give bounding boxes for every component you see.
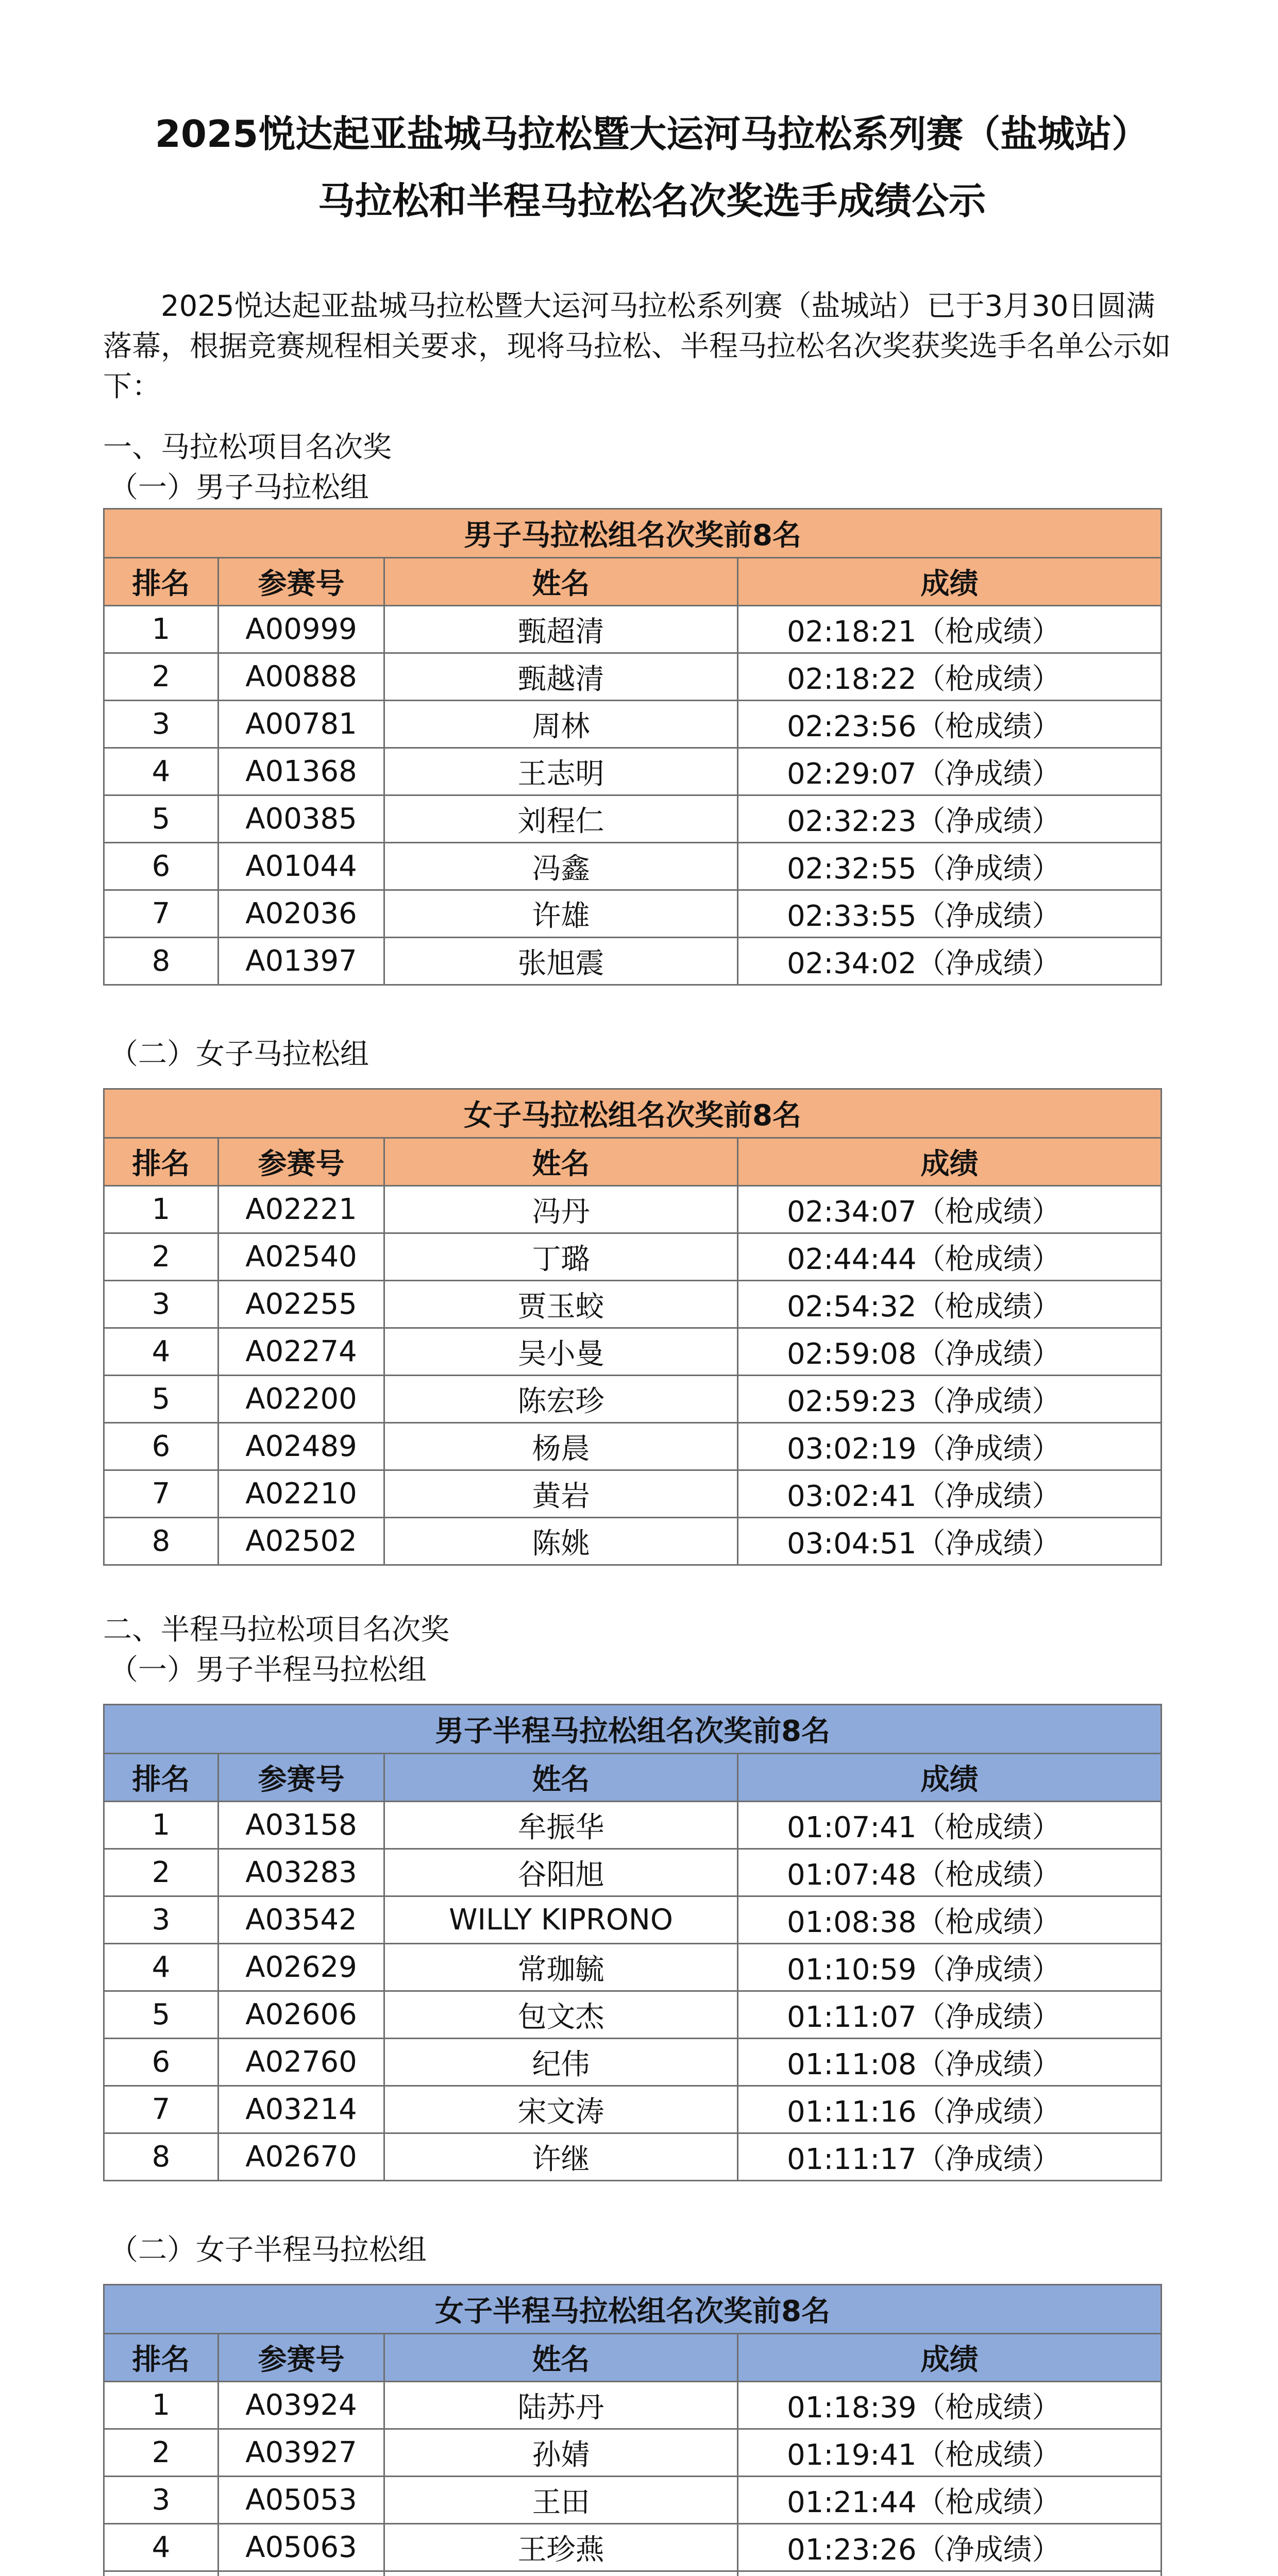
cell-rank: 6 <box>104 2039 218 2086</box>
cell-name: 贾玉蛟 <box>384 1281 738 1328</box>
header-name: 姓名 <box>384 2334 738 2382</box>
cell-bib: A03542 <box>218 1896 384 1944</box>
cell-bib: A02540 <box>218 1233 384 1281</box>
cell-rank: 7 <box>104 1470 218 1518</box>
cell-name: 陆苏丹 <box>384 2382 738 2429</box>
cell-result: 02:59:08（净成绩） <box>738 1328 1162 1376</box>
cell-bib: A02221 <box>218 1186 384 1233</box>
cell-bib: A05053 <box>218 2477 384 2524</box>
cell-result: 02:54:32（枪成绩） <box>738 1281 1162 1328</box>
cell-name: WILLY KIPRONO <box>384 1896 738 1944</box>
cell-rank: 8 <box>104 938 218 985</box>
table-row <box>104 2039 1162 2086</box>
section-half-marathon-title: 二、半程马拉松项目名次奖 <box>103 1613 449 1647</box>
cell-rank: 5 <box>104 1376 218 1423</box>
cell-result: 03:04:51（净成绩） <box>738 1518 1162 1565</box>
cell-result: 02:34:07（枪成绩） <box>738 1186 1162 1233</box>
header-bib: 参赛号 <box>218 1754 384 1802</box>
cell-name: 牟振华 <box>384 1802 738 1849</box>
table-subtitle: （一）男子半程马拉松组 <box>109 1653 427 1687</box>
table-caption: 女子马拉松组名次奖前8名 <box>104 1089 1162 1138</box>
table-row <box>104 795 1162 843</box>
table-subtitle: （二）女子马拉松组 <box>109 1038 369 1072</box>
cell-bib: A02274 <box>218 1328 384 1376</box>
cell-name: 丁璐 <box>384 1233 738 1281</box>
cell-bib: A03214 <box>218 2086 384 2133</box>
table-row <box>104 653 1162 701</box>
header-rank: 排名 <box>104 2334 218 2382</box>
cell-result: 02:32:23（净成绩） <box>738 795 1162 843</box>
cell-bib: A03283 <box>218 1849 384 1896</box>
table-row <box>104 1944 1162 1991</box>
table-row <box>104 1423 1162 1470</box>
header-rank: 排名 <box>104 558 218 606</box>
cell-name <box>384 2571 738 2576</box>
cell-name: 宋文涛 <box>384 2086 738 2133</box>
cell-rank <box>104 2571 218 2576</box>
table-slot-men-marathon <box>103 508 1201 986</box>
table-slot-women-marathon <box>103 1088 1201 1566</box>
header-name: 姓名 <box>384 1138 738 1186</box>
cell-name: 甄超清 <box>384 606 738 653</box>
results-table <box>103 2284 1162 2576</box>
cell-rank: 3 <box>104 2477 218 2524</box>
cell-name: 谷阳旭 <box>384 1849 738 1896</box>
table-row <box>104 1376 1162 1423</box>
cell-name: 孙婧 <box>384 2429 738 2477</box>
cell-rank: 4 <box>104 748 218 795</box>
table-row <box>104 2477 1162 2524</box>
cell-rank: 2 <box>104 1849 218 1896</box>
table-slot-men-half-marathon <box>103 1704 1201 2181</box>
cell-bib <box>218 2571 384 2576</box>
cell-rank: 2 <box>104 1233 218 1281</box>
cell-name: 刘程仁 <box>384 795 738 843</box>
cell-name: 常珈毓 <box>384 1944 738 1991</box>
header-bib: 参赛号 <box>218 1138 384 1186</box>
cell-result: 02:32:55（净成绩） <box>738 843 1162 890</box>
cell-bib: A03924 <box>218 2382 384 2429</box>
cell-rank: 4 <box>104 2524 218 2571</box>
section-marathon-title: 一、马拉松项目名次奖 <box>103 431 392 465</box>
cell-result: 02:18:22（枪成绩） <box>738 653 1162 701</box>
table-row <box>104 1328 1162 1376</box>
cell-result: 02:33:55（净成绩） <box>738 890 1162 938</box>
cell-bib: A00999 <box>218 606 384 653</box>
header-result: 成绩 <box>738 1138 1162 1186</box>
cell-bib: A02502 <box>218 1518 384 1565</box>
header-name: 姓名 <box>384 1754 738 1802</box>
cell-rank: 2 <box>104 2429 218 2477</box>
cell-rank: 7 <box>104 2086 218 2133</box>
cell-name: 陈宏珍 <box>384 1376 738 1423</box>
cell-rank: 8 <box>104 1518 218 1565</box>
cell-bib: A02606 <box>218 1991 384 2039</box>
table-row <box>104 1233 1162 1281</box>
cell-rank: 4 <box>104 1944 218 1991</box>
page-title-line2: 马拉松和半程马拉松名次奖选手成绩公示 <box>317 179 986 223</box>
cell-result: 02:18:21（枪成绩） <box>738 606 1162 653</box>
table-row <box>104 606 1162 653</box>
cell-bib: A05063 <box>218 2524 384 2571</box>
cell-result: 01:11:08（净成绩） <box>738 2039 1162 2086</box>
header-name: 姓名 <box>384 558 738 606</box>
cell-result: 01:07:41（枪成绩） <box>738 1802 1162 1849</box>
table-row <box>104 843 1162 890</box>
cell-result: 01:08:38（枪成绩） <box>738 1896 1162 1944</box>
cell-bib: A02210 <box>218 1470 384 1518</box>
table-slot-women-half-marathon <box>103 2284 1201 2576</box>
cell-result: 03:02:19（净成绩） <box>738 1423 1162 1470</box>
cell-bib: A02489 <box>218 1423 384 1470</box>
cell-result: 02:44:44（枪成绩） <box>738 1233 1162 1281</box>
table-row <box>104 2133 1162 2181</box>
header-bib: 参赛号 <box>218 558 384 606</box>
table-row <box>104 890 1162 938</box>
cell-rank: 3 <box>104 1896 218 1944</box>
cell-rank: 1 <box>104 2382 218 2429</box>
cell-name: 王珍燕 <box>384 2524 738 2571</box>
header-rank: 排名 <box>104 1138 218 1186</box>
header-result: 成绩 <box>738 558 1162 606</box>
table-row <box>104 1186 1162 1233</box>
cell-bib: A03158 <box>218 1802 384 1849</box>
cell-rank: 1 <box>104 1186 218 1233</box>
table-row <box>104 2429 1162 2477</box>
cell-result: 02:23:56（枪成绩） <box>738 701 1162 748</box>
cell-rank: 3 <box>104 701 218 748</box>
cell-rank: 8 <box>104 2133 218 2181</box>
cell-name: 许雄 <box>384 890 738 938</box>
table-row <box>104 1896 1162 1944</box>
cell-bib: A02760 <box>218 2039 384 2086</box>
cell-result: 02:29:07（净成绩） <box>738 748 1162 795</box>
table-row <box>104 1849 1162 1896</box>
intro-paragraph: 2025悦达起亚盐城马拉松暨大运河马拉松系列赛（盐城站）已于3月30日圆满落幕，根据竞赛规程相关要求，现将马拉松、半程马拉松名次奖获奖选手名单公示如下： <box>103 290 1171 404</box>
cell-bib: A01368 <box>218 748 384 795</box>
cell-bib: A03927 <box>218 2429 384 2477</box>
cell-bib: A02629 <box>218 1944 384 1991</box>
cell-rank: 7 <box>104 890 218 938</box>
table-caption: 男子马拉松组名次奖前8名 <box>104 509 1162 558</box>
table-row <box>104 2524 1162 2571</box>
results-table <box>103 1704 1162 2181</box>
table-row <box>104 1470 1162 1518</box>
cell-name: 冯鑫 <box>384 843 738 890</box>
cell-name: 陈姚 <box>384 1518 738 1565</box>
table-row <box>104 938 1162 985</box>
cell-rank: 5 <box>104 795 218 843</box>
cell-rank: 6 <box>104 1423 218 1470</box>
cell-result: 01:11:17（净成绩） <box>738 2133 1162 2181</box>
cell-result: 01:21:44（枪成绩） <box>738 2477 1162 2524</box>
cell-name: 王田 <box>384 2477 738 2524</box>
header-bib: 参赛号 <box>218 2334 384 2382</box>
table-row <box>104 1802 1162 1849</box>
cell-bib: A01397 <box>218 938 384 985</box>
cell-bib: A02670 <box>218 2133 384 2181</box>
cell-rank: 3 <box>104 1281 218 1328</box>
cell-rank: 1 <box>104 606 218 653</box>
table-row <box>104 2382 1162 2429</box>
table-subtitle: （一）男子马拉松组 <box>109 471 369 505</box>
cell-rank: 1 <box>104 1802 218 1849</box>
cell-name: 张旭震 <box>384 938 738 985</box>
page-title-line1: 2025悦达起亚盐城马拉松暨大运河马拉松系列赛（盐城站） <box>155 112 1149 156</box>
cell-result: 03:02:41（净成绩） <box>738 1470 1162 1518</box>
cell-result: 01:19:41（枪成绩） <box>738 2429 1162 2477</box>
cell-name: 冯丹 <box>384 1186 738 1233</box>
cell-result: 01:11:07（净成绩） <box>738 1991 1162 2039</box>
cell-name: 黄岩 <box>384 1470 738 1518</box>
cell-bib: A02255 <box>218 1281 384 1328</box>
table-row <box>104 1991 1162 2039</box>
header-result: 成绩 <box>738 1754 1162 1802</box>
cell-result: 01:07:48（枪成绩） <box>738 1849 1162 1896</box>
cell-bib: A00888 <box>218 653 384 701</box>
cell-bib: A00781 <box>218 701 384 748</box>
cell-name: 包文杰 <box>384 1991 738 2039</box>
cell-name: 许继 <box>384 2133 738 2181</box>
cell-rank: 4 <box>104 1328 218 1376</box>
cell-bib: A02036 <box>218 890 384 938</box>
table-row <box>104 1518 1162 1565</box>
cell-rank: 5 <box>104 1991 218 2039</box>
table-caption: 女子半程马拉松组名次奖前8名 <box>104 2285 1162 2334</box>
table-row <box>104 2571 1162 2576</box>
cell-rank: 2 <box>104 653 218 701</box>
cell-name: 杨晨 <box>384 1423 738 1470</box>
cell-name: 周林 <box>384 701 738 748</box>
cell-result: 01:11:16（净成绩） <box>738 2086 1162 2133</box>
cell-name: 甄越清 <box>384 653 738 701</box>
cell-result: 01:10:59（净成绩） <box>738 1944 1162 1991</box>
cell-name: 纪伟 <box>384 2039 738 2086</box>
table-subtitle: （二）女子半程马拉松组 <box>109 2233 427 2267</box>
results-table <box>103 508 1162 986</box>
cell-result: 01:23:26（净成绩） <box>738 2524 1162 2571</box>
cell-result: 02:59:23（净成绩） <box>738 1376 1162 1423</box>
cell-result: 01:18:39（枪成绩） <box>738 2382 1162 2429</box>
table-row <box>104 701 1162 748</box>
header-result: 成绩 <box>738 2334 1162 2382</box>
cell-name: 王志明 <box>384 748 738 795</box>
results-table <box>103 1088 1162 1566</box>
cell-result: 02:34:02（净成绩） <box>738 938 1162 985</box>
cell-rank: 6 <box>104 843 218 890</box>
cell-result <box>738 2571 1162 2576</box>
cell-bib: A02200 <box>218 1376 384 1423</box>
table-row <box>104 1281 1162 1328</box>
cell-bib: A00385 <box>218 795 384 843</box>
table-row <box>104 748 1162 795</box>
table-row <box>104 2086 1162 2133</box>
table-caption: 男子半程马拉松组名次奖前8名 <box>104 1705 1162 1754</box>
cell-name: 吴小曼 <box>384 1328 738 1376</box>
cell-bib: A01044 <box>218 843 384 890</box>
header-rank: 排名 <box>104 1754 218 1802</box>
